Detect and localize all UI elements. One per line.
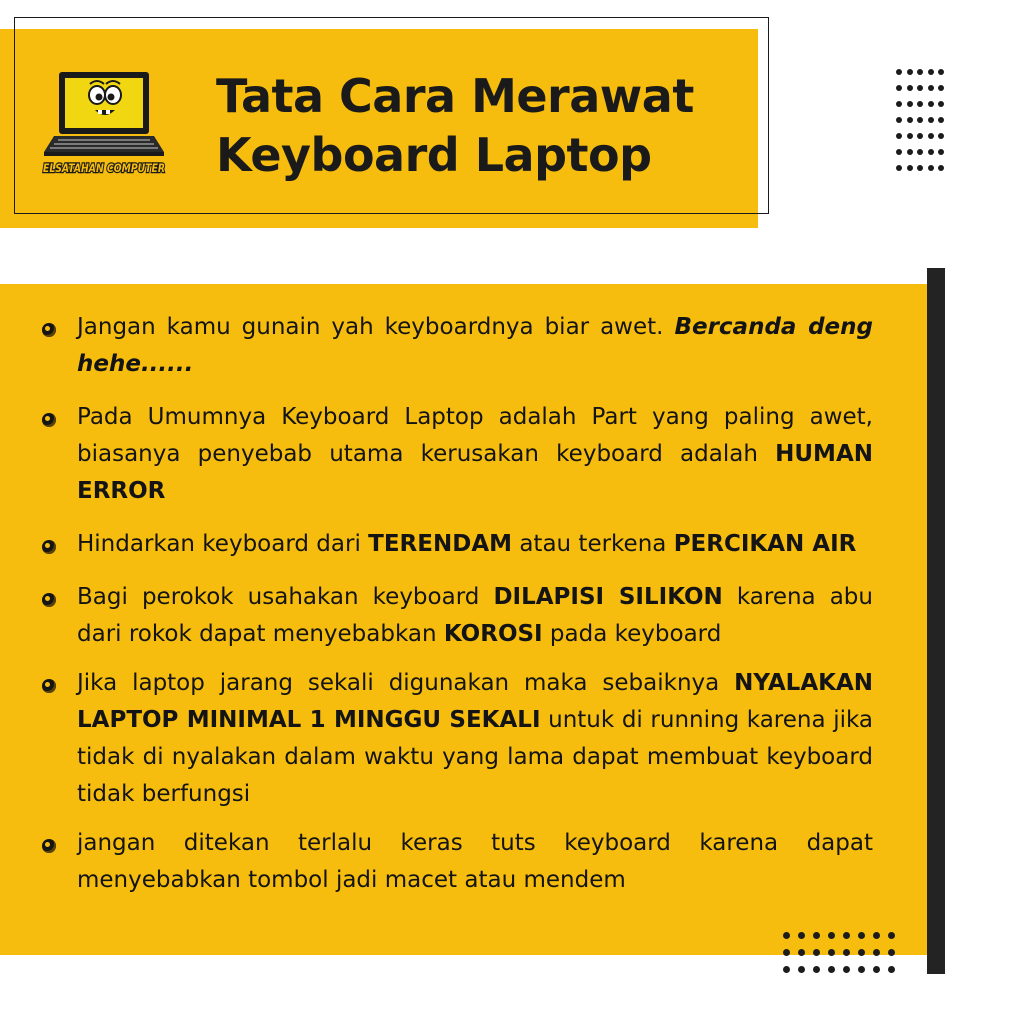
- decorative-dot: [873, 966, 880, 973]
- decorative-dot: [917, 69, 923, 75]
- tip-text-segment: Pada Umumnya Keyboard Laptop adalah Part yang paling awet, biasanya penyebab utama kerusakan keyboard adalah: [77, 404, 873, 467]
- decorative-dot: [938, 69, 944, 75]
- tip-text-segment: PERCIKAN AIR: [673, 531, 857, 557]
- bullet-icon: [42, 679, 56, 693]
- decorative-dot: [858, 932, 865, 939]
- tip-text-segment: atau terkena: [512, 531, 674, 557]
- tip-item: [42, 825, 873, 899]
- decorative-dot: [907, 149, 913, 155]
- tip-text-segment: HUMAN ERROR: [77, 441, 873, 504]
- tip-text-segment: NYALAKAN LAPTOP MINIMAL 1 MINGGU SEKALI: [77, 670, 873, 733]
- decorative-dot: [928, 133, 934, 139]
- tip-item: [42, 526, 873, 563]
- tip-text-segment: Hindarkan keyboard dari: [77, 531, 369, 557]
- decorative-dot: [828, 932, 835, 939]
- decorative-dot: [843, 949, 850, 956]
- decorative-dot: [783, 932, 790, 939]
- side-accent-bar: [927, 268, 945, 974]
- decorative-dot: [896, 85, 902, 91]
- decorative-dot: [917, 117, 923, 123]
- decorative-dot: [783, 966, 790, 973]
- tip-text-segment: pada keyboard: [542, 621, 722, 647]
- bullet-icon: [42, 839, 56, 853]
- logo: [40, 70, 168, 178]
- decorative-dot: [928, 85, 934, 91]
- decorative-dot: [907, 165, 913, 171]
- tip-item: [42, 665, 873, 813]
- decorative-dot: [873, 932, 880, 939]
- decorative-dot: [907, 69, 913, 75]
- decorative-dot: [873, 949, 880, 956]
- dot-pattern-top: [896, 69, 944, 171]
- page-title: [216, 67, 756, 185]
- decorative-dot: [798, 966, 805, 973]
- decorative-dot: [813, 949, 820, 956]
- decorative-dot: [928, 101, 934, 107]
- decorative-dot: [907, 101, 913, 107]
- dot-pattern-bottom: [783, 932, 894, 973]
- decorative-dot: [828, 949, 835, 956]
- decorative-dot: [938, 85, 944, 91]
- tip-text-segment: Jika laptop jarang sekali digunakan maka sebaiknya: [77, 670, 735, 696]
- decorative-dot: [917, 165, 923, 171]
- decorative-dot: [928, 117, 934, 123]
- decorative-dot: [938, 149, 944, 155]
- decorative-dot: [858, 949, 865, 956]
- decorative-dot: [917, 149, 923, 155]
- tip-item: [42, 399, 873, 510]
- decorative-dot: [888, 949, 895, 956]
- decorative-dot: [896, 117, 902, 123]
- decorative-dot: [917, 85, 923, 91]
- decorative-dot: [858, 966, 865, 973]
- decorative-dot: [896, 149, 902, 155]
- laptop-mascot-icon: [40, 70, 168, 178]
- decorative-dot: [813, 932, 820, 939]
- decorative-dot: [928, 69, 934, 75]
- decorative-dot: [938, 101, 944, 107]
- tip-text-segment: untuk di running karena jika tidak di nyalakan dalam waktu yang lama dapat membuat keyboard tidak berfungsi: [77, 707, 873, 807]
- decorative-dot: [896, 165, 902, 171]
- decorative-dot: [938, 117, 944, 123]
- title-line-2: Keyboard Laptop: [216, 128, 652, 182]
- decorative-dot: [813, 966, 820, 973]
- decorative-dot: [917, 133, 923, 139]
- bullet-icon: [42, 593, 56, 607]
- bullet-icon: [42, 540, 56, 554]
- decorative-dot: [938, 165, 944, 171]
- bullet-icon: [42, 323, 56, 337]
- decorative-dot: [928, 149, 934, 155]
- decorative-dot: [896, 69, 902, 75]
- decorative-dot: [907, 85, 913, 91]
- tips-list: [42, 309, 873, 899]
- logo-brand-text: ELSATAHAN COMPUTER: [43, 161, 165, 175]
- tip-text-segment: KOROSI: [443, 621, 543, 647]
- decorative-dot: [888, 966, 895, 973]
- decorative-dot: [896, 133, 902, 139]
- decorative-dot: [938, 133, 944, 139]
- decorative-dot: [917, 101, 923, 107]
- decorative-dot: [828, 966, 835, 973]
- decorative-dot: [907, 133, 913, 139]
- decorative-dot: [843, 932, 850, 939]
- decorative-dot: [798, 932, 805, 939]
- tip-item: [42, 579, 873, 653]
- decorative-dot: [907, 117, 913, 123]
- tip-text-segment: DILAPISI SILIKON: [493, 584, 723, 610]
- tip-text-segment: Bercanda deng hehe......: [77, 314, 873, 377]
- tip-text-segment: Jangan kamu gunain yah keyboardnya biar awet.: [77, 314, 675, 340]
- decorative-dot: [888, 932, 895, 939]
- tip-text-segment: TERENDAM: [368, 531, 513, 557]
- title-line-1: Tata Cara Merawat: [216, 69, 694, 123]
- tip-text-segment: jangan ditekan terlalu keras tuts keyboard karena dapat menyebabkan tombol jadi macet atau mendem: [77, 830, 873, 893]
- tip-text-segment: Bagi perokok usahakan keyboard: [77, 584, 494, 610]
- tip-item: [42, 309, 873, 383]
- bullet-icon: [42, 413, 56, 427]
- tip-text-segment: karena abu dari rokok dapat menyebabkan: [77, 584, 873, 647]
- decorative-dot: [783, 949, 790, 956]
- decorative-dot: [843, 966, 850, 973]
- decorative-dot: [896, 101, 902, 107]
- decorative-dot: [928, 165, 934, 171]
- decorative-dot: [798, 949, 805, 956]
